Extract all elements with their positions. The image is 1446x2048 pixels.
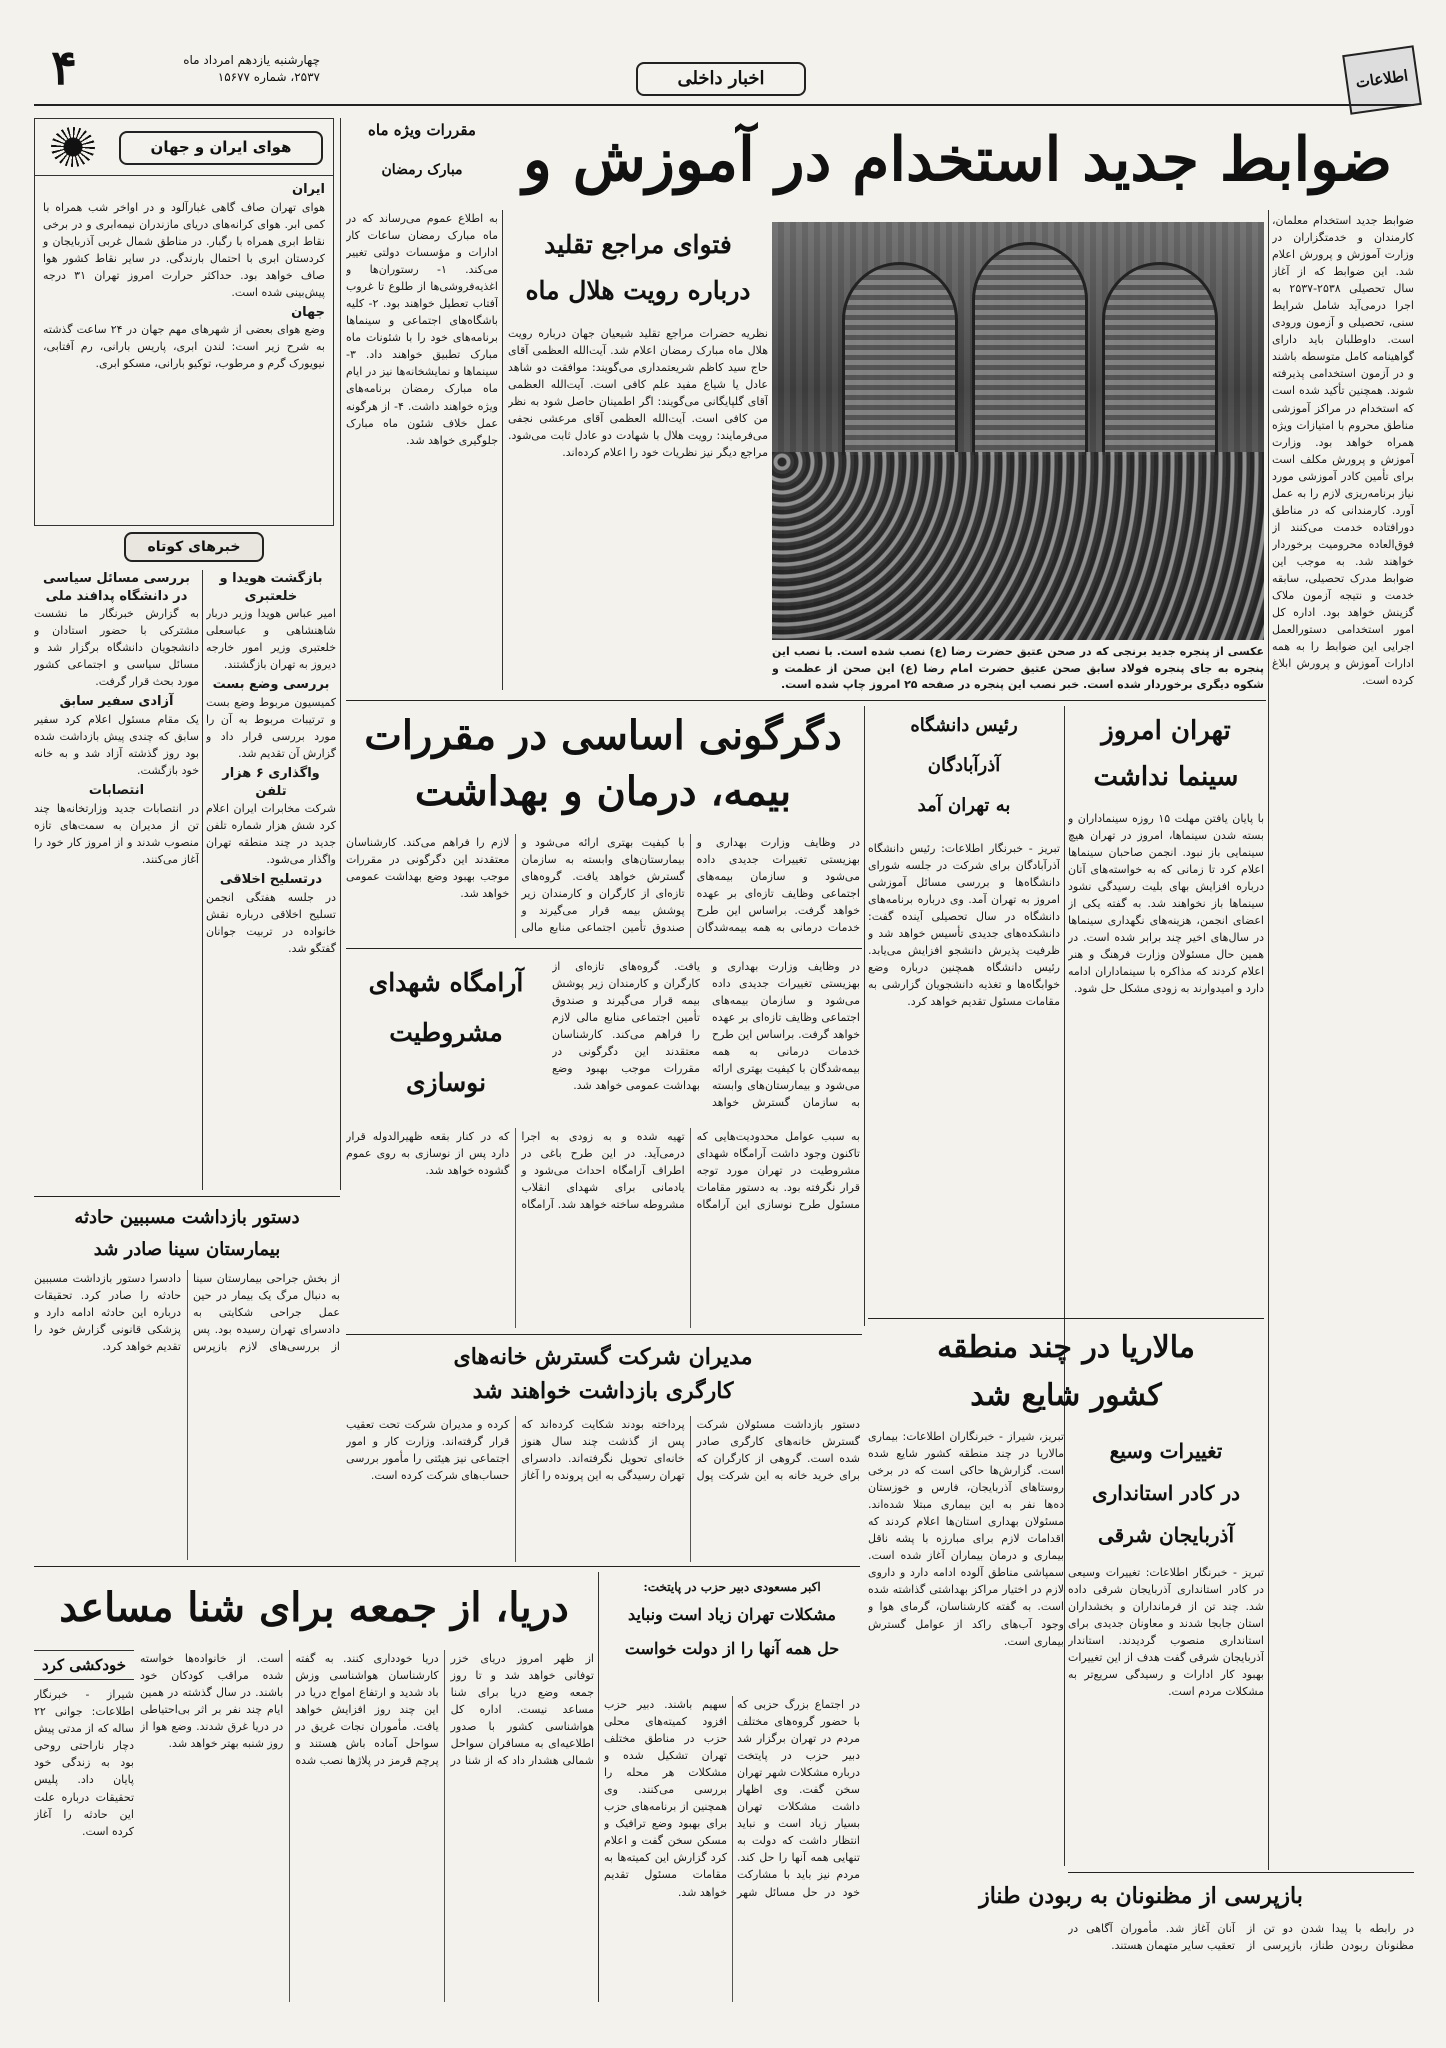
university-text: تبریز - خبرنگار اطلاعات: رئیس دانشگاه آذرآبادگان برای شرکت در جلسه شورای دانشگاه‌ها و بررسی مسائل آموزشی امروز به تهران آمد. وی درباره برنامه‌های دانشگاه در سال تحصیلی آینده گفت: دانشکده‌های جدیدی تأسیس خواهد شد و ظرفیت پذیرش دانشجو افزایش می‌یابد. رئیس دانشگاه همچنین درباره وضع خوابگاه‌ها و تغذیه دانشجویان گزارشی به مقامات مسئول تقدیم خواهد کرد.	[868, 842, 1060, 1009]
sun-icon	[51, 127, 95, 167]
cinema-headline-2: سینما نداشت	[1093, 762, 1239, 792]
party-headline-1: مشکلات تهران زیاد است ونباید	[628, 1605, 836, 1624]
short-news-col1	[34, 570, 199, 1190]
logo-text: اطلاعات	[1354, 66, 1410, 92]
party-headline	[604, 1576, 860, 1690]
short-news-text: به گزارش خبرنگار ما نشست مشترکی با حضور استادان و دانشجویان دانشگاه برگزار شد و مسائل سیاسی و اجتماعی کشور مورد بحث قرار گرفت.	[34, 607, 199, 689]
hospital-text: از بخش جراحی بیمارستان سینا به دنبال مرگ یک بیمار در حین عمل جراحی شکایتی به دادسرای تهران رسیده بود. پس از بررسی‌های لازم بازپرس دادسرا دستور بازداشت مسببین حادثه را صادر کرد. تحقیقات درباره این حادثه ادامه دارد و پزشکی قانونی گزارش خود را تقدیم خواهد کرد.	[34, 1272, 340, 1354]
short-news-text: در انتصابات جدید وزارتخانه‌ها چند تن از مدیران به سمت‌های تازه منصوب شدند و از امروز کار خود را آغاز می‌کنند.	[34, 801, 199, 866]
azerbaijan-headline-3: آذربایجان شرقی	[1097, 1523, 1235, 1547]
ramadan-title: مقررات ویژه ماه	[368, 122, 476, 139]
issue-text: ۲۵۳۷، شماره ۱۵۶۷۷	[217, 70, 320, 84]
short-news-text: یک مقام مسئول اعلام کرد سفیر سابق که چندی پیش بازداشت شده بود روز گذشته آزاد شد و به خانه خود بازگشت.	[34, 712, 199, 778]
weather-title: هوای ایران و جهان	[119, 131, 323, 165]
ramadan-text: به اطلاع عموم می‌رساند که در ماه مبارک رمضان ساعات کار ادارات و مؤسسات دولتی تغییر می‌کند. ۱- رستوران‌ها و اغذیه‌فروشی‌ها از طلوع تا غروب آفتاب تعطیل خواهند بود. ۲- کلیه باشگاه‌های اجتماعی و سینماها برنامه‌های خود را با شئونات ماه مبارک تطبیق خواهند داد. ۳- سینماها و نمایشخانه‌ها نیز در ایام ماه مبارک رمضان برنامه‌های ویژه خواهند داشت. ۴- از هرگونه عمل خلاف شئون ماه مبارک جلوگیری خواهد شد.	[346, 212, 498, 447]
party-headline-2: حل همه آنها را از دولت خواست	[624, 1639, 840, 1658]
insurance-headline-1: دگرگونی اساسی در مقررات	[364, 712, 842, 759]
weather-iran-label: ایران	[292, 182, 325, 197]
workers-text: دستور بازداشت مسئولان شرکت گسترش خانه‌های کارگری صادر شده است. گروهی از کارگران که برای خرید خانه به این شرکت پول پرداخته بودند شکایت کرده‌اند که پس از گذشت چند سال هنوز خانه‌ای تحویل نگرفته‌اند. دادسرای تهران رسیدگی به این پرونده را آغاز کرده و مدیران شرکت تحت تعقیب قرار گرفته‌اند. وزارت کار و امور اجتماعی نیز هیئتی را مأمور بررسی حساب‌های شرکت کرده است.	[346, 1418, 860, 1483]
weather-header	[35, 119, 333, 176]
sea-headline: دریا، از جمعه برای شنا مساعد	[59, 1584, 569, 1631]
short-news-text: شرکت مخابرات ایران اعلام کرد شش هزار شماره تلفن جدید در چند منطقه تهران واگذار می‌شود.	[206, 802, 336, 867]
insurance-headline	[346, 708, 860, 824]
insurance-headline-2: بیمه، درمان و بهداشت	[414, 768, 792, 815]
short-news-heading: بررسی وضع بست	[212, 677, 330, 693]
employment-text: ضوابط جدید استخدام معلمان، کارمندان و خدمتگزاران در وزارت آموزش و پرورش اعلام شد. این ضوابط که از آغاز سال تحصیلی ۲۵۳۸-۲۵۳۷ به اجرا درمی‌آید شامل شرایط سنی، تحصیلی و آزمون ورودی است. داوطلبان باید دارای گواهینامه کامل متوسطه باشند و در آزمون استخدامی پذیرفته شوند. همچنین تأکید شده است که استخدام در مراکز آموزشی مناطق محروم با امتیازات ویژه همراه خواهد بود. وزارت آموزش و پرورش مکلف است برای تأمین کادر آموزشی مورد نیاز برنامه‌ریزی لازم را به عمل آورد. کارمندانی که در مناطق دورافتاده خدمت می‌کنند از فوق‌العاده محرومیت برخوردار خواهند شد. به موجب این ضوابط مدرک تحصیلی، سابقه خدمت و نتیجه آزمون ملاک گزینش خواهد بود. اداره کل امور استخدامی دستورالعمل اجرایی این ضوابط را به همه ادارات آموزش و پرورش ابلاغ کرده است.	[1272, 214, 1414, 688]
short-news-text: امیر عباس هویدا وزیر دربار شاهنشاهی و عباسعلی خلعتبری وزیر امور خارجه دیروز به تهران بازگشتند.	[206, 607, 336, 672]
fatwa-headline-2: درباره رویت هلال ماه	[525, 276, 751, 305]
martyrs-headline-1: آرامگاه شهدای	[368, 968, 524, 997]
martyrs-headline-3	[346, 1108, 546, 1118]
short-news-heading: بازگشت هویدا و خلعتبری	[219, 571, 323, 604]
weather-world-text: وضع هوای بعضی از شهرهای مهم جهان در ۲۴ ساعت گذشته به شرح زیر است: لندن ابری، پاریس بارانی، رم آفتابی، نیویورک گرم و مرطوب، توکیو بارانی، مسکو ابری.	[43, 323, 325, 371]
weather-world-label: جهان	[291, 304, 325, 320]
suicide-title: خودکشی کرد	[34, 1650, 134, 1680]
workers-headline-1: مدیران شرکت گسترش خانه‌های	[453, 1344, 753, 1370]
sea-text: از ظهر امروز دریای خزر توفانی خواهد شد و تا روز جمعه وضع دریا برای شنا مساعد نیست. اداره کل هواشناسی کشور با صدور اطلاعیه‌ای به مسافران سواحل شمالی هشدار داد که از شنا در دریا خودداری کنند. به گفته کارشناسان هواشناسی وزش باد شدید و ارتفاع امواج دریا در این چند روز افزایش خواهد یافت. مأموران نجات غریق در سواحل آماده باش هستند و پرچم قرمز در پلاژها نصب شده است. از خانواده‌ها خواسته شده مراقب کودکان خود باشند. در سال گذشته در همین ایام چند نفر بر اثر بی‌احتیاطی در دریا غرق شدند. وضع هوا از روز شنبه بهتر خواهد شد.	[140, 1652, 594, 1768]
malaria-headline-1: مالاریا در چند منطقه	[937, 1330, 1195, 1365]
hospital-headline	[34, 1202, 340, 1266]
malaria-text: تبریز، شیراز - خبرنگاران اطلاعات: بیماری مالاریا در چند منطقه کشور شایع شده است. گزارش‌ها حاکی است که در برخی روستاهای آذربایجان، فارس و خوزستان ده‌ها نفر به این بیماری مبتلا شده‌اند. مسئولان بهداری استان‌ها اعلام کردند که اقدامات لازم برای مبارزه با پشه ناقل بیماری و درمان بیماران آغاز شده است. سمپاشی مناطق آلوده ادامه دارد و داروی لازم در اختیار مراکز بهداشتی گذاشته شده است. به گفته کارشناسان، گرمای هوا و وجود آب‌های راکد از عوامل گسترش بیماری است.	[868, 1430, 1064, 1648]
weather-box	[34, 118, 334, 526]
ramadan-subtitle: مبارک رمضان	[381, 162, 463, 178]
fatwa-headline	[508, 222, 768, 320]
azerbaijan-text: تبریز - خبرنگار اطلاعات: تغییرات وسیعی در کادر استانداری آذربایجان شرقی داده شد. چند تن از فرمانداران و بخشداران استان جابجا شدند و معاونان جدیدی برای استانداری منصوب گردیدند. استاندار آذربایجان شرقی گفت هدف از این تغییرات بهبود کار ادارات و رسیدگی سریع‌تر به مشکلات مردم است.	[1068, 1566, 1264, 1699]
date-line	[100, 52, 320, 92]
short-news-title: خبرهای کوتاه	[124, 532, 264, 562]
short-news-text: کمیسیون مربوط وضع بست و ترتیبات مربوط به آن را مورد بررسی قرار داد و گزارش آن تقدیم شد.	[206, 695, 336, 760]
fatwa-headline-1: فتوای مراجع تقلید	[544, 230, 732, 259]
cinema-headline-1: تهران امروز	[1101, 716, 1231, 746]
shrine-window-photo	[772, 222, 1264, 640]
main-headline: ضوابط جدید استخدام در آموزش و	[522, 125, 1393, 195]
hospital-headline-1: دستور بازداشت مسببین حادثه	[74, 1207, 300, 1228]
martyrs-headline	[346, 958, 546, 1118]
photo-caption: عکسی از پنجره جدید برنجی که در صحن عتیق حضرت رضا (ع) نصب شده است. با نصب این پنجره به جای پنجره فولاد سابق صحن عتیق حضرت امام رضا (ع) این صحن از عظمت و شکوه دیگری برخوردار شده است. خبر نصب این پنجره در صفحه ۲۵ امروز چاپ شده است.	[772, 645, 1264, 691]
cinema-text: با پایان یافتن مهلت ۱۵ روزه سینماداران و بسته شدن سینماها، امروز در تهران هیچ سینمایی باز نبود. انجمن صاحبان سینماها اعلام کرد تا زمانی که به خواسته‌های آنان درباره افزایش بهای بلیت رسیدگی نشود سینماها باز نخواهند شد. به گفته یکی از اعضای انجمن، هزینه‌های نگهداری سینماها در سال‌های اخیر چند برابر شده است. در همین حال مسئولان وزارت فرهنگ و هنر اعلام کردند که مذاکره با سینماداران ادامه دارد و امیدوارند به زودی مشکل حل شود.	[1068, 812, 1264, 996]
martyrs-side-text: در وظایف وزارت بهداری و بهزیستی تغییرات جدیدی داده می‌شود و سازمان بیمه‌های اجتماعی وظایف تازه‌ای بر عهده خواهد گرفت. براساس این طرح خدمات درمانی به همه بیمه‌شدگان با کیفیت بهتری ارائه می‌شود و بیمارستان‌های وابسته به سازمان گسترش خواهد یافت. گروه‌های تازه‌ای از کارگران و کارمندان زیر پوشش بیمه قرار می‌گیرند و صندوق تأمین اجتماعی منابع مالی لازم را فراهم می‌کند. کارشناسان معتقدند این دگرگونی در مقررات موجب بهبود وضع بهداشت عمومی خواهد شد.	[552, 960, 860, 1110]
short-news-heading: بررسی مسائل سیاسی در دانشگاه پدافند ملی	[43, 571, 190, 604]
short-news-heading: درتسلیح اخلاقی	[219, 872, 323, 888]
date-text: چهارشنبه یازدهم امرداد ماه	[183, 53, 320, 67]
party-text: در اجتماع بزرگ حزبی که با حضور گروه‌های مختلف مردم در تهران برگزار شد دبیر حزب در پایتخت درباره مشکلات شهر تهران سخن گفت. وی اظهار داشت مشکلات تهران بسیار زیاد است و نباید انتظار داشت که دولت به تنهایی همه آنها را حل کند. مردم نیز باید با مشارکت خود در حل مسائل شهر سهیم باشند. دبیر حزب افزود کمیته‌های محلی حزب در مناطق مختلف تهران تشکیل شده و مشکلات هر محله را بررسی می‌کنند. وی همچنین از برنامه‌های حزب برای بهبود وضع ترافیک و مسکن سخن گفت و اعلام کرد گزارش این کمیته‌ها به مقامات مسئول تقدیم خواهد شد.	[604, 1698, 860, 1899]
short-news-heading: انتصابات	[88, 783, 145, 799]
fatwa-text: نظریه حضرات مراجع تقلید شیعیان جهان درباره رویت هلال ماه مبارک رمضان اعلام شد. آیت‌الله العظمی آقای حاج سید کاظم شریعتمداری می‌گویند: موافقت دو شاهد عادل یا شیاع مفید علم کافی است. آیت‌الله العظمی آقای گلپایگانی می‌گویند: اگر اطمینان حاصل شود به نظر من کافی است. آیت‌الله العظمی آقای مرعشی نجفی می‌فرمایند: رویت هلال با شهادت دو عادل ثابت می‌شود. مراجع دیگر نیز نظریات خود را اعلام کرده‌اند.	[508, 327, 768, 460]
weather-iran-text: هوای تهران صاف گاهی غبارآلود و در اواخر شب همراه با کمی ابر. هوای کرانه‌های دریای مازندران نیمه‌ابری و در برخی نقاط ابری همراه با رگبار. در مناطق شمال غربی آذربایجان و کردستان ابری با احتمال بارندگی. در سایر نقاط کشور هوا صاف خواهد بود. حداکثر حرارت امروز تهران ۳۱ درجه پیش‌بینی شده است.	[43, 200, 325, 299]
malaria-headline	[868, 1324, 1264, 1422]
short-news-text: در جلسه هفتگی انجمن تسلیح اخلاقی درباره نقش خانواده در تربیت جوانان گفتگو شد.	[206, 890, 336, 955]
party-headline-top: اکبر مسعودی دبیر حزب در پایتخت:	[643, 1580, 821, 1594]
malaria-headline-2: کشور شایع شد	[970, 1378, 1162, 1413]
azerbaijan-headline-1: تغییرات وسیع	[1109, 1439, 1223, 1463]
martyrs-text: به سبب عوامل محدودیت‌هایی که تاکنون وجود داشت آرامگاه شهدای مشروطیت در تهران مورد توجه قرار نگرفته بود. به دستور مقامات مسئول طرح نوسازی این آرامگاه تهیه شده و به زودی به اجرا درمی‌آید. در این طرح باغی در اطراف آرامگاه احداث می‌شود و یادمانی برای شهدای انقلاب مشروطه ساخته خواهد شد. آرامگاه که در کنار بقعه ظهیرالدوله قرار دارد پس از نوسازی به روی عموم گشوده خواهد شد.	[346, 1130, 860, 1212]
page-number: ۴	[51, 40, 77, 96]
university-headline-2: آذرآبادگان	[927, 755, 1001, 776]
kidnap-headline: بازپرسی از مظنونان به ربودن طناز	[979, 1883, 1303, 1909]
university-headline-1: رئیس دانشگاه	[910, 715, 1018, 736]
insurance-text: در وظایف وزارت بهداری و بهزیستی تغییرات جدیدی داده می‌شود و سازمان بیمه‌های اجتماعی وظایف تازه‌ای بر عهده خواهد گرفت. براساس این طرح خدمات درمانی به همه بیمه‌شدگان با کیفیت بهتری ارائه می‌شود و بیمارستان‌های وابسته به سازمان گسترش خواهد یافت. گروه‌های تازه‌ای از کارگران و کارمندان زیر پوشش بیمه قرار می‌گیرند و صندوق تأمین اجتماعی منابع مالی لازم را فراهم می‌کند. کارشناسان معتقدند این دگرگونی در مقررات موجب بهبود وضع بهداشت عمومی خواهد شد.	[346, 836, 860, 935]
workers-headline-2: کارگری بازداشت خواهند شد	[472, 1378, 734, 1404]
kidnap-text: در رابطه با پیدا شدن دو تن از مظنونان ربودن طناز، بازپرسی از آنان آغاز شد. مأموران آگاهی در تعقیب سایر متهمان هستند.	[1068, 1922, 1414, 1953]
martyrs-headline-2: مشروطیت نوسازی	[389, 1018, 503, 1097]
short-news-heading: آزادی سفیر سابق	[59, 694, 174, 710]
short-news-heading: واگذاری ۶ هزار تلفن	[222, 766, 320, 799]
azerbaijan-headline	[1068, 1430, 1264, 1558]
workers-headline	[346, 1340, 860, 1410]
university-headline-3: به تهران آمد	[917, 795, 1011, 816]
cinema-headline	[1068, 708, 1264, 804]
suicide-box	[34, 1650, 134, 2002]
short-news-col2	[206, 570, 336, 1190]
section-label: اخبار داخلی	[636, 62, 806, 96]
suicide-text: شیراز - خبرنگار اطلاعات: جوانی ۲۲ ساله که از مدتی پیش دچار ناراحتی روحی بود به زندگی خود پایان داد. پلیس تحقیقات درباره علت این حادثه را آغاز کرده است.	[34, 1688, 134, 1838]
university-headline	[868, 706, 1060, 836]
azerbaijan-headline-2: در کادر استانداری	[1091, 1481, 1241, 1505]
hospital-headline-2: بیمارستان سینا صادر شد	[93, 1239, 281, 1260]
